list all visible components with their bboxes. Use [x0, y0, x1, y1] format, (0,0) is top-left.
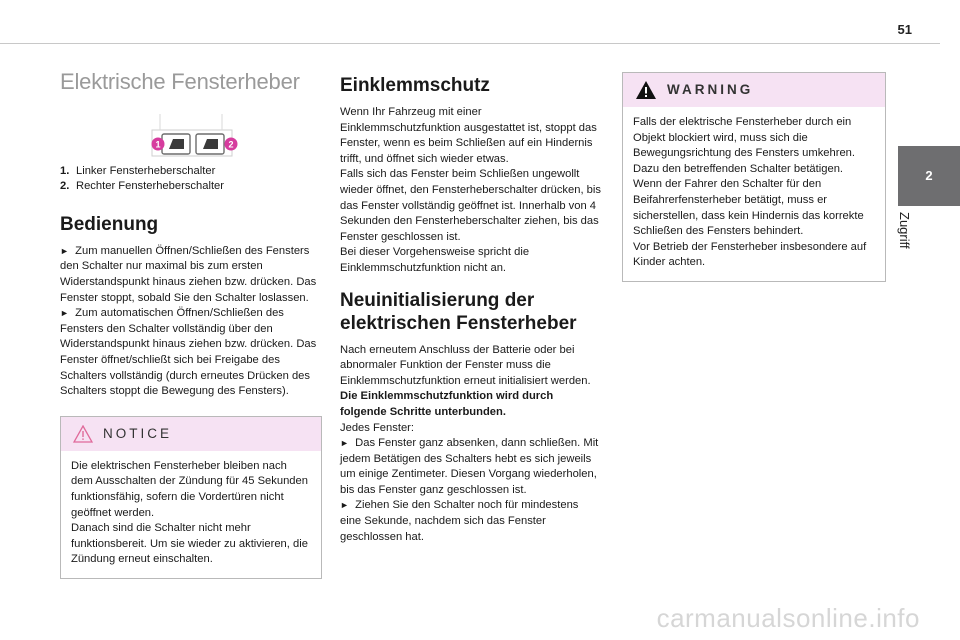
notice-text-1: Die elektrischen Fensterheber bleiben nach dem Ausschalten der Zündung für 45 Sekunden funktionsfähig, sofern die Vordertüren nicht geöffnet werden. — [71, 459, 308, 519]
section-title: Elektrische Fensterheber — [60, 69, 300, 94]
warning-body — [623, 107, 885, 281]
warning-text-3: Vor Betrieb der Fensterheber insbesondere auf Kinder achten. — [633, 240, 867, 269]
arrow-icon: ► — [60, 308, 69, 319]
warning-header — [623, 73, 885, 107]
legend-item — [60, 179, 322, 195]
legend-text: Linker Fensterheberschalter — [76, 164, 216, 177]
neuinit-text-2: Jedes Fenster: — [340, 421, 414, 434]
legend-item — [60, 164, 322, 180]
window-switch-illustration — [60, 102, 322, 152]
legend-num: 2. — [60, 180, 70, 193]
bedienung-step-2-text: Zum automatischen Öffnen/Schließen des Fensters den Schalter vollständig über den Widerstandspunkt hinaus ziehen bzw. drücken. Das Fenster öffnet/schließt sich bei Freigabe des Schalters vollständig (durch erneutes Drücken des Schalters stoppt die Bewegung des Fensters). — [60, 307, 317, 398]
neuinit-step-2 — [340, 498, 602, 545]
watermark: carmanualsonline.info — [656, 603, 920, 633]
warning-title: WARNING — [667, 82, 754, 98]
column-right — [622, 70, 886, 282]
callout-1-label: 1 — [155, 139, 161, 150]
bedienung-step-1-text: Zum manuellen Öffnen/Schließen des Fensters den Schalter nur maximal bis zum ersten Widerstandspunkt hinaus ziehen bzw. drücken. Das Fenster stoppt, sobald Sie den Schalter loslassen. — [60, 244, 317, 304]
legend-num: 1. — [60, 164, 70, 177]
warning-triangle-icon — [635, 80, 657, 100]
neuinit-step-1 — [340, 436, 602, 498]
page-number: 51 — [897, 22, 912, 37]
neuinit-step-2-text: Ziehen Sie den Schalter noch für mindestens eine Sekunde, nachdem sich das Fenster geschlossen hat. — [340, 499, 579, 543]
neuinit-step-1-text: Das Fenster ganz absenken, dann schließen. Mit jedem Betätigen des Schalters hebt es sich jeweils um einige Zentimeter. Diesen Vorgang wiederholen, bis das Fenster ganz geschlossen ist. — [340, 437, 599, 496]
warning-box — [622, 72, 886, 282]
neuinit-text-1: Nach erneutem Anschluss der Batterie oder bei abnormaler Funktion der Fenster muss die Einklemmschutzfunktion erneut initialisiert werden. — [340, 343, 591, 387]
column-left — [60, 70, 322, 579]
header-rule — [0, 43, 940, 44]
column-middle — [340, 70, 602, 545]
notice-text-2: Danach sind die Schalter nicht mehr funktionsbereit. Um sie wieder zu aktivieren, die Zündung erneut einschalten. — [71, 522, 308, 566]
legend-text: Rechter Fensterheberschalter — [76, 180, 224, 193]
heading-bedienung: Bedienung — [60, 213, 159, 235]
bedienung-step-1 — [60, 244, 322, 306]
heading-einklemmschutz: Einklemmschutz — [340, 75, 490, 96]
notice-header — [61, 417, 321, 451]
notice-box — [60, 416, 322, 579]
heading-neuinitialisierung: Neuinitialisierung der elektrischen Fensterheber — [340, 289, 577, 334]
einklemm-text-1: Wenn Ihr Fahrzeug mit einer Einklemmschutzfunktion ausgestattet ist, stoppt das Fenster, wenn es beim Schließen auf ein Hindernis trifft, und öffnet sich wieder etwas. — [340, 106, 597, 165]
neuinit-bold-text: Die Einklemmschutzfunktion wird durch folgende Schritte unterbunden. — [340, 390, 554, 418]
arrow-icon: ► — [60, 245, 69, 256]
chapter-label-text: Zugriff — [897, 212, 912, 249]
notice-title: NOTICE — [103, 425, 173, 441]
warning-text-1: Falls der elektrische Fensterheber durch ein Objekt blockiert wird, muss sich die Bewegungsrichtung des Fensters umkehren. Dazu den betreffenden Schalter betätigen. — [633, 116, 856, 175]
warning-text-2: Wenn der Fahrer den Schalter für den Beifahrerfensterheber betätigt, muss er sicherstellen, dass kein Hindernis das korrekte Schließen des Fensters behindert. — [633, 178, 864, 238]
einklemm-text-2: Falls sich das Fenster beim Schließen ungewollt wieder öffnet, den Fensterheberschalter drücken, bis das Fenster vollständig geöffnet ist. Innerhalb von 4 Sekunden den Fensterheberschalter ziehen, bis das Fenster geschlossen ist. — [340, 168, 601, 243]
notice-warning-icon — [73, 425, 93, 443]
notice-body — [61, 451, 321, 578]
bedienung-step-2 — [60, 306, 322, 400]
window-switch-graphic — [60, 102, 322, 158]
chapter-label — [897, 212, 932, 292]
arrow-icon: ► — [340, 500, 349, 511]
arrow-icon: ► — [340, 438, 349, 449]
chapter-tab[interactable]: 2 — [898, 146, 960, 206]
einklemm-text-3: Bei dieser Vorgehensweise spricht die Einklemmschutzfunktion nicht an. — [340, 246, 530, 274]
callout-2-label: 2 — [228, 139, 234, 150]
